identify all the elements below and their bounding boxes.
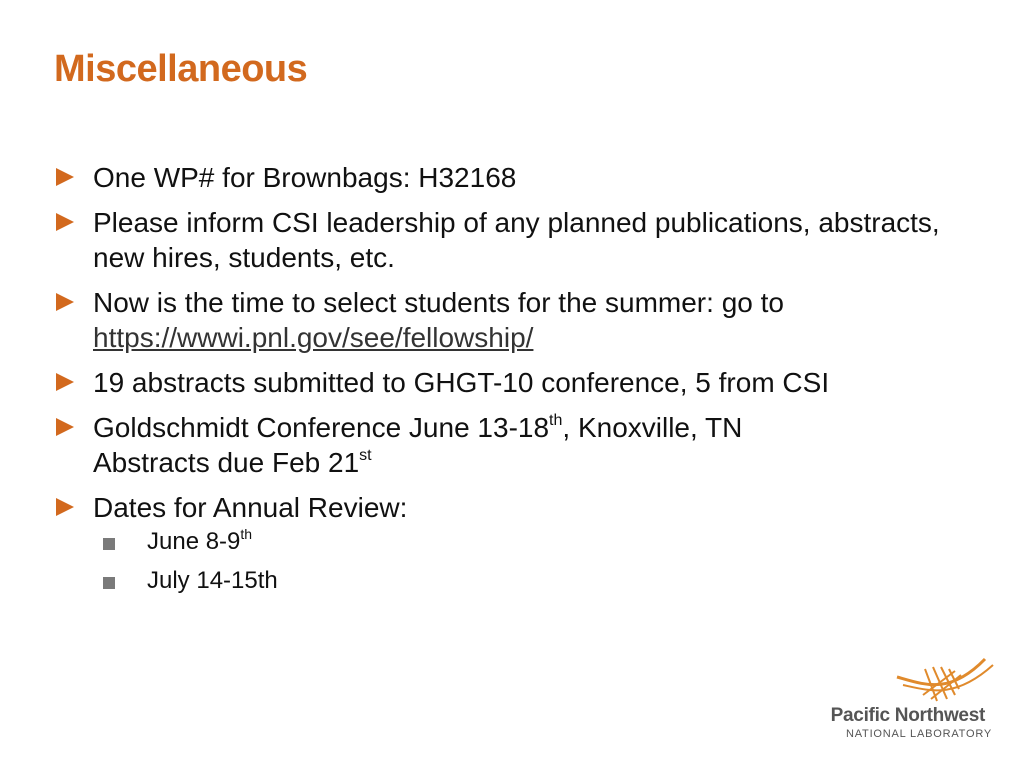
arrow-bullet-icon xyxy=(56,213,74,231)
bullet-text: Now is the time to select students for the summer: go to xyxy=(93,287,784,318)
sub-bullet-list xyxy=(93,527,986,596)
logo-subtitle: NATIONAL LABORATORY xyxy=(845,728,992,740)
bullet-item xyxy=(56,490,986,596)
sub-bullet-text: June 8-9 xyxy=(147,528,241,555)
logo-mark-icon xyxy=(895,655,1000,710)
bullet-item xyxy=(56,365,986,400)
bullet-text: , Knoxville, TN xyxy=(562,412,743,443)
arrow-bullet-icon xyxy=(56,373,74,391)
arrow-bullet-icon xyxy=(56,418,74,436)
bullet-text: One WP# for Brownbags: H32168 xyxy=(93,162,517,193)
bullet-list xyxy=(56,160,986,606)
bullet-item xyxy=(56,285,986,355)
square-bullet-icon xyxy=(103,577,115,589)
fellowship-link[interactable]: https://wwwi.pnl.gov/see/fellowship/ xyxy=(93,322,534,353)
superscript: th xyxy=(240,526,253,542)
slide-title: Miscellaneous xyxy=(54,48,308,90)
arrow-bullet-icon xyxy=(56,293,74,311)
arrow-bullet-icon xyxy=(56,168,74,186)
sub-bullet-text: July 14-15th xyxy=(147,567,278,594)
arrow-bullet-icon xyxy=(56,498,74,516)
bullet-item xyxy=(56,410,986,480)
bullet-text: Goldschmidt Conference June 13-18 xyxy=(93,412,550,443)
pnnl-logo xyxy=(800,655,1000,745)
sub-bullet-item xyxy=(103,527,986,557)
superscript: st xyxy=(359,447,372,464)
bullet-item xyxy=(56,205,986,275)
superscript: th xyxy=(549,412,563,429)
bullet-text: 19 abstracts submitted to GHGT-10 conference, 5 from CSI xyxy=(93,367,830,398)
bullet-text: Please inform CSI leadership of any planned publications, abstracts, new hires, students, etc. xyxy=(93,207,940,273)
square-bullet-icon xyxy=(103,538,115,550)
bullet-text: Abstracts due Feb 21 xyxy=(93,447,360,478)
sub-bullet-item xyxy=(103,566,986,596)
bullet-item xyxy=(56,160,986,195)
bullet-text: Dates for Annual Review: xyxy=(93,492,408,523)
logo-name: Pacific Northwest xyxy=(830,705,985,726)
